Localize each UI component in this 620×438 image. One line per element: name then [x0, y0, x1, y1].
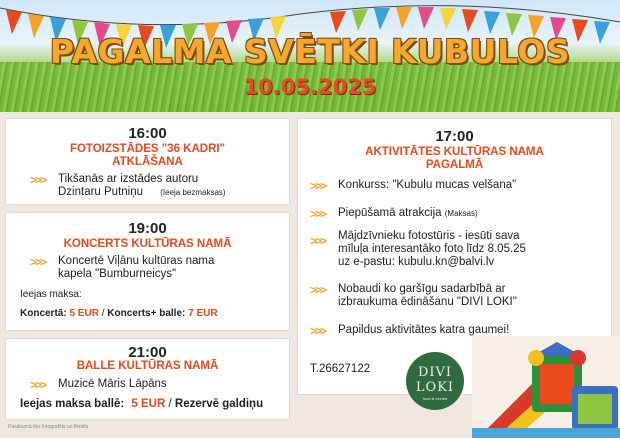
event-item-line2: [58, 186, 286, 199]
table-reservation: Rezervē galdiņu: [174, 398, 264, 410]
phone-number: T.26627122: [310, 363, 371, 375]
event-time: 19:00: [128, 220, 167, 237]
fee-value: 5 EUR: [131, 398, 166, 410]
fee-row: [20, 307, 285, 320]
event-card-concert: [6, 213, 289, 330]
activities-title-line1: AKTIVITĀTES KULTŪRAS NAMA: [365, 146, 544, 158]
triple-chevron-right-icon: >>>: [310, 324, 326, 338]
fee2-value: 7 EUR: [188, 308, 218, 319]
fee-label: Ieejas maksa:: [20, 289, 82, 300]
activities-time: 17:00: [435, 128, 474, 145]
triple-chevron-right-icon: >>>: [30, 173, 46, 187]
paid-note: (Maksas): [444, 209, 478, 218]
activities-title-line2: PAGALMĀ: [425, 159, 484, 171]
activity-extra: Papildus aktivitātes katra gaumei!: [338, 324, 510, 336]
logo-line1: DIVI: [417, 365, 453, 380]
triple-chevron-right-icon: >>>: [310, 207, 326, 221]
inflatable-slide-image: [472, 336, 620, 438]
divi-loki-logo: [406, 352, 464, 410]
event-title-line1: FOTOIZSTĀDES "36 KADRI": [69, 143, 226, 155]
event-item: Muzicē Māris Lāpāns: [58, 378, 167, 390]
hero-banner: [0, 0, 620, 112]
event-date: 10.05.2025: [243, 75, 377, 99]
activity-item-contest: Konkurss: "Kubulu mucas velšana": [338, 179, 517, 191]
fee-label: Ieejas maksa ballē:: [20, 398, 125, 410]
activity-pet-line3: uz e-pastu: kubulu.kn@balvi.lv: [338, 256, 495, 268]
author-name: Dzintaru Putniņu: [58, 186, 144, 198]
fee1-label: Koncertā:: [20, 308, 67, 319]
fee2-label: Koncerts+ balle:: [107, 308, 186, 319]
triple-chevron-right-icon: >>>: [310, 234, 326, 248]
event-card-photo-exhibition: [6, 119, 289, 204]
event-title: BALLE KULTŪRAS NAMĀ: [76, 360, 219, 372]
logo-tagline: food & events: [422, 396, 448, 401]
activity-food-line2: izbraukuma ēdināšanu "DIVI LOKI": [338, 296, 517, 308]
activity-item-inflatable: [338, 207, 478, 220]
fee1-value: 5 EUR: [69, 308, 99, 319]
page-title: PAGALMA SVĒTKI KUBULOS: [49, 32, 571, 71]
event-title: KONCERTS KULTŪRAS NAMĀ: [63, 238, 232, 250]
event-item-line1: Tikšanās ar izstādes autoru: [58, 173, 199, 185]
triple-chevron-right-icon: >>>: [310, 179, 326, 193]
event-card-dance: [6, 339, 289, 419]
fee-separator: /: [168, 398, 172, 410]
event-title-line2: ATKLĀŠANA: [112, 156, 183, 168]
activity-pet-line2: mīluļa interesantāko foto līdz 8.05.25: [338, 243, 526, 255]
triple-chevron-right-icon: >>>: [310, 283, 326, 297]
logo-line2: LOKI: [415, 380, 455, 395]
activity-food-line1: Nobaudi ko garšīgu sadarbībā ar: [338, 283, 506, 295]
free-entry-note: (Ieeja bezmaksas): [160, 188, 226, 197]
event-time: 16:00: [128, 125, 167, 142]
event-item-line1: Koncertē Viļānu kultūras nama: [58, 255, 215, 267]
fee-row: [20, 398, 288, 411]
triple-chevron-right-icon: >>>: [30, 378, 46, 392]
fee-separator: /: [101, 308, 105, 319]
inflatable-label: Piepūšamā atrakcija: [338, 207, 442, 219]
footnote: Pasākumā tiks fotografēts un filmēts: [8, 424, 89, 430]
event-item-line2: kapela "Bumburneicys": [58, 268, 177, 280]
activity-pet-line1: Mājdzīvnieku fotostūris - iesūti sava: [338, 230, 520, 242]
triple-chevron-right-icon: >>>: [30, 255, 46, 269]
event-time: 21:00: [128, 344, 167, 361]
